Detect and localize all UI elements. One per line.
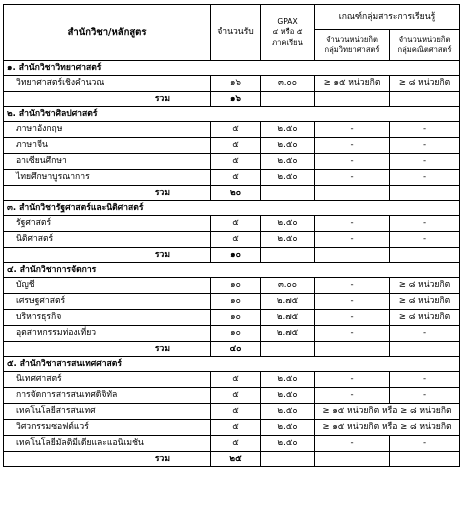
math-credits-cell: ≥ ๘ หน่วยกิต	[390, 278, 460, 294]
program-name: วิทยาศาสตร์เชิงคำนวณ	[4, 76, 211, 92]
program-name: ภาษาจีน	[4, 138, 211, 154]
gpax-cell: ๒.๕๐	[261, 436, 315, 452]
sci-credits-cell: -	[315, 154, 390, 170]
total-row	[4, 186, 460, 201]
gpax-cell: ๒.๕๐	[261, 138, 315, 154]
math-credits-cell: -	[390, 138, 460, 154]
program-name: บัญชี	[4, 278, 211, 294]
header-gpax	[261, 5, 315, 61]
gpax-cell: ๓.๐๐	[261, 278, 315, 294]
header-quota: จำนวนรับ	[211, 5, 261, 61]
table-row	[4, 76, 460, 92]
header-math-line2: กลุ่มคณิตศาสตร์	[397, 45, 452, 54]
total-label: รวม	[4, 248, 211, 263]
header-criteria: เกณฑ์กลุ่มสาระการเรียนรู้	[315, 5, 460, 30]
total-row	[4, 248, 460, 263]
total-label: รวม	[4, 186, 211, 201]
quota-cell: ๕	[211, 372, 261, 388]
table-row	[4, 420, 460, 436]
header-sci-line2: กลุ่มวิทยาศาสตร์	[324, 45, 380, 54]
sci-credits-cell: -	[315, 138, 390, 154]
sci-credits-cell: -	[315, 326, 390, 342]
program-name: การจัดการสารสนเทศดิจิทัล	[4, 388, 211, 404]
program-name: เทคโนโลยีมัลติมีเดียและแอนิเมชัน	[4, 436, 211, 452]
table-row	[4, 122, 460, 138]
table-row	[4, 404, 460, 420]
admission-table	[3, 4, 460, 467]
sci-credits-cell: -	[315, 278, 390, 294]
math-credits-cell: ≥ ๘ หน่วยกิต	[390, 76, 460, 92]
total-label: รวม	[4, 92, 211, 107]
total-value: ๒๕	[211, 452, 261, 467]
gpax-cell: ๒.๕๐	[261, 154, 315, 170]
math-credits-cell: -	[390, 372, 460, 388]
math-credits-cell: -	[390, 388, 460, 404]
program-name: ไทยศึกษาบูรณาการ	[4, 170, 211, 186]
table-row	[4, 154, 460, 170]
quota-cell: ๕	[211, 232, 261, 248]
quota-cell: ๕	[211, 388, 261, 404]
math-credits-cell: -	[390, 170, 460, 186]
program-name: อุตสาหกรรมท่องเที่ยว	[4, 326, 211, 342]
program-name: วิศวกรรมซอฟต์แวร์	[4, 420, 211, 436]
table-row	[4, 138, 460, 154]
combined-criteria-cell: ≥ ๑๕ หน่วยกิต หรือ ≥ ๘ หน่วยกิต	[315, 420, 460, 436]
header-gpax-line1: GPAX	[277, 17, 298, 27]
table-row	[4, 372, 460, 388]
header-sci-credits	[315, 30, 390, 61]
sci-credits-cell: -	[315, 372, 390, 388]
gpax-cell: ๒.๕๐	[261, 216, 315, 232]
header-gpax-line2: ๔ หรือ ๕	[272, 27, 303, 37]
quota-cell: ๕	[211, 122, 261, 138]
table-row	[4, 310, 460, 326]
faculty-title: ๔. สำนักวิชาการจัดการ	[4, 263, 460, 278]
total-label: รวม	[4, 342, 211, 357]
header-math-credits	[390, 30, 460, 61]
table-row	[4, 436, 460, 452]
program-name: บริหารธุรกิจ	[4, 310, 211, 326]
sci-credits-cell: -	[315, 170, 390, 186]
quota-cell: ๕	[211, 154, 261, 170]
combined-criteria-cell: ≥ ๑๕ หน่วยกิต หรือ ≥ ๘ หน่วยกิต	[315, 404, 460, 420]
sci-credits-cell: -	[315, 310, 390, 326]
sci-credits-cell: -	[315, 216, 390, 232]
quota-cell: ๕	[211, 170, 261, 186]
sci-credits-cell: -	[315, 232, 390, 248]
program-name: เศรษฐศาสตร์	[4, 294, 211, 310]
sci-credits-cell: -	[315, 436, 390, 452]
quota-cell: ๑๖	[211, 76, 261, 92]
quota-cell: ๕	[211, 436, 261, 452]
gpax-cell: ๒.๕๐	[261, 232, 315, 248]
total-value: ๒๐	[211, 186, 261, 201]
quota-cell: ๕	[211, 138, 261, 154]
faculty-title: ๕. สำนักวิชาสารสนเทศศาสตร์	[4, 357, 460, 372]
table-row	[4, 294, 460, 310]
total-value: ๑๐	[211, 248, 261, 263]
faculty-title: ๑. สำนักวิชาวิทยาศาสตร์	[4, 61, 460, 76]
math-credits-cell: -	[390, 232, 460, 248]
header-math-line1: จำนวนหน่วยกิต	[398, 34, 451, 44]
gpax-cell: ๓.๐๐	[261, 76, 315, 92]
header-sci-line1: จำนวนหน่วยกิต	[326, 34, 378, 44]
math-credits-cell: ≥ ๘ หน่วยกิต	[390, 294, 460, 310]
table-row	[4, 232, 460, 248]
quota-cell: ๑๐	[211, 278, 261, 294]
gpax-cell: ๒.๕๐	[261, 404, 315, 420]
table-row	[4, 278, 460, 294]
gpax-cell: ๒.๗๕	[261, 294, 315, 310]
quota-cell: ๕	[211, 404, 261, 420]
sci-credits-cell: -	[315, 388, 390, 404]
quota-cell: ๑๐	[211, 326, 261, 342]
math-credits-cell: -	[390, 154, 460, 170]
math-credits-cell: -	[390, 216, 460, 232]
gpax-cell: ๒.๕๐	[261, 420, 315, 436]
math-credits-cell: -	[390, 122, 460, 138]
sci-credits-cell: ≥ ๑๕ หน่วยกิต	[315, 76, 390, 92]
program-name: ภาษาอังกฤษ	[4, 122, 211, 138]
total-row	[4, 452, 460, 467]
total-row	[4, 92, 460, 107]
quota-cell: ๑๐	[211, 294, 261, 310]
header-program: สำนักวิชา/หลักสูตร	[4, 5, 211, 61]
faculty-title: ๒. สำนักวิชาศิลปศาสตร์	[4, 107, 460, 122]
program-name: นิเทศศาสตร์	[4, 372, 211, 388]
gpax-cell: ๒.๗๕	[261, 326, 315, 342]
header-gpax-line3: ภาคเรียน	[272, 37, 303, 47]
gpax-cell: ๒.๗๕	[261, 310, 315, 326]
gpax-cell: ๒.๕๐	[261, 388, 315, 404]
program-name: อาเซียนศึกษา	[4, 154, 211, 170]
program-name: เทคโนโลยีสารสนเทศ	[4, 404, 211, 420]
total-label: รวม	[4, 452, 211, 467]
gpax-cell: ๒.๕๐	[261, 122, 315, 138]
quota-cell: ๑๐	[211, 310, 261, 326]
total-value: ๔๐	[211, 342, 261, 357]
quota-cell: ๕	[211, 420, 261, 436]
program-name: นิติศาสตร์	[4, 232, 211, 248]
math-credits-cell: -	[390, 326, 460, 342]
program-name: รัฐศาสตร์	[4, 216, 211, 232]
quota-cell: ๕	[211, 216, 261, 232]
sci-credits-cell: -	[315, 294, 390, 310]
math-credits-cell: ≥ ๘ หน่วยกิต	[390, 310, 460, 326]
table-row	[4, 216, 460, 232]
table-row	[4, 326, 460, 342]
total-row	[4, 342, 460, 357]
table-row	[4, 170, 460, 186]
faculty-title: ๓. สำนักวิชารัฐศาสตร์และนิติศาสตร์	[4, 201, 460, 216]
gpax-cell: ๒.๕๐	[261, 170, 315, 186]
table-row	[4, 388, 460, 404]
total-value: ๑๖	[211, 92, 261, 107]
sci-credits-cell: -	[315, 122, 390, 138]
gpax-cell: ๒.๕๐	[261, 372, 315, 388]
math-credits-cell: -	[390, 436, 460, 452]
